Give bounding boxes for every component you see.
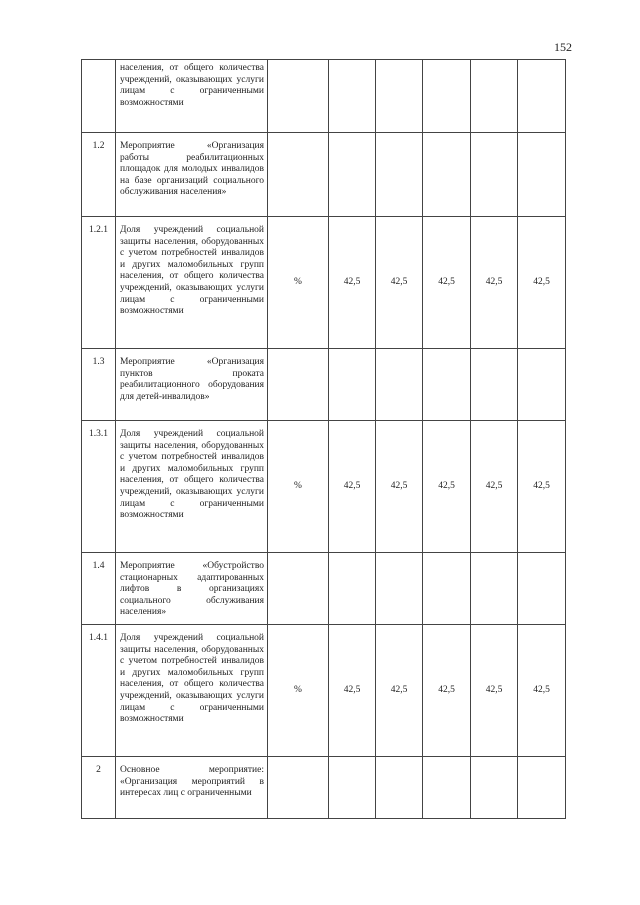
value-cell: 42,5 bbox=[423, 421, 471, 553]
value-cell bbox=[329, 133, 376, 217]
value-cell: 42,5 bbox=[471, 421, 518, 553]
value-cell: 42,5 bbox=[329, 625, 376, 757]
value-cell bbox=[518, 60, 566, 133]
unit-cell: % bbox=[268, 217, 329, 349]
value-cell bbox=[423, 553, 471, 625]
value-cell bbox=[376, 349, 423, 421]
unit-cell bbox=[268, 553, 329, 625]
row-description: Мероприятие «Организация пунктов проката реабилитационного оборудования для детей-инвалидов» bbox=[116, 349, 268, 421]
unit-cell: % bbox=[268, 625, 329, 757]
value-cell bbox=[376, 757, 423, 819]
value-cell bbox=[329, 60, 376, 133]
row-number: 2 bbox=[82, 757, 116, 819]
value-cell: 42,5 bbox=[376, 217, 423, 349]
row-number: 1.3.1 bbox=[82, 421, 116, 553]
value-cell: 42,5 bbox=[423, 217, 471, 349]
value-cell bbox=[471, 757, 518, 819]
value-cell bbox=[471, 133, 518, 217]
value-cell bbox=[471, 553, 518, 625]
row-description: Доля учреждений социальной защиты населения, оборудованных с учетом потребностей инвалидов и других маломобильных групп населения, от общего количества учреждений, оказывающих услуги лицам с ограниченными возможностями bbox=[116, 217, 268, 349]
value-cell bbox=[518, 553, 566, 625]
unit-cell bbox=[268, 60, 329, 133]
row-number: 1.4 bbox=[82, 553, 116, 625]
table-row bbox=[82, 60, 566, 133]
value-cell bbox=[423, 757, 471, 819]
value-cell bbox=[423, 60, 471, 133]
table-row bbox=[82, 625, 566, 757]
value-cell: 42,5 bbox=[518, 421, 566, 553]
table-row bbox=[82, 553, 566, 625]
row-description: Мероприятие «Обустройство стационарных адаптированных лифтов в организациях социального обслуживания населения» bbox=[116, 553, 268, 625]
row-number: 1.4.1 bbox=[82, 625, 116, 757]
value-cell: 42,5 bbox=[518, 625, 566, 757]
table-row bbox=[82, 133, 566, 217]
row-number: 1.2.1 bbox=[82, 217, 116, 349]
value-cell bbox=[423, 133, 471, 217]
indicators-table bbox=[81, 59, 566, 819]
unit-cell bbox=[268, 757, 329, 819]
value-cell: 42,5 bbox=[423, 625, 471, 757]
value-cell: 42,5 bbox=[471, 625, 518, 757]
row-description: Мероприятие «Организация работы реабилитационных площадок для молодых инвалидов на базе организаций социального обслуживания населения» bbox=[116, 133, 268, 217]
value-cell bbox=[329, 553, 376, 625]
row-description: Доля учреждений социальной защиты населения, оборудованных с учетом потребностей инвалидов и других маломобильных групп населения, от общего количества учреждений, оказывающих услуги лицам с ограниченными возможностями bbox=[116, 421, 268, 553]
row-description: Основное мероприятие: «Организация мероприятий в интересах лиц с ограниченными bbox=[116, 757, 268, 819]
table-row bbox=[82, 217, 566, 349]
value-cell bbox=[518, 757, 566, 819]
value-cell bbox=[329, 349, 376, 421]
value-cell: 42,5 bbox=[329, 421, 376, 553]
value-cell bbox=[329, 757, 376, 819]
table-row bbox=[82, 757, 566, 819]
value-cell: 42,5 bbox=[376, 625, 423, 757]
value-cell bbox=[518, 349, 566, 421]
row-number: 1.3 bbox=[82, 349, 116, 421]
value-cell bbox=[518, 133, 566, 217]
unit-cell: % bbox=[268, 421, 329, 553]
value-cell: 42,5 bbox=[471, 217, 518, 349]
page-number: 152 bbox=[554, 40, 572, 54]
value-cell: 42,5 bbox=[376, 421, 423, 553]
row-number bbox=[82, 60, 116, 133]
table-row bbox=[82, 349, 566, 421]
unit-cell bbox=[268, 349, 329, 421]
row-description: Доля учреждений социальной защиты населения, оборудованных с учетом потребностей инвалидов и других маломобильных групп населения, от общего количества учреждений, оказывающих услуги лицам с ограниченными возможностями bbox=[116, 625, 268, 757]
value-cell bbox=[376, 553, 423, 625]
value-cell: 42,5 bbox=[329, 217, 376, 349]
table-row bbox=[82, 421, 566, 553]
value-cell bbox=[471, 60, 518, 133]
unit-cell bbox=[268, 133, 329, 217]
value-cell bbox=[376, 60, 423, 133]
value-cell: 42,5 bbox=[518, 217, 566, 349]
value-cell bbox=[423, 349, 471, 421]
row-description: населения, от общего количества учреждений, оказывающих услуги лицам с ограниченными возможностями bbox=[116, 60, 268, 133]
value-cell bbox=[376, 133, 423, 217]
row-number: 1.2 bbox=[82, 133, 116, 217]
value-cell bbox=[471, 349, 518, 421]
